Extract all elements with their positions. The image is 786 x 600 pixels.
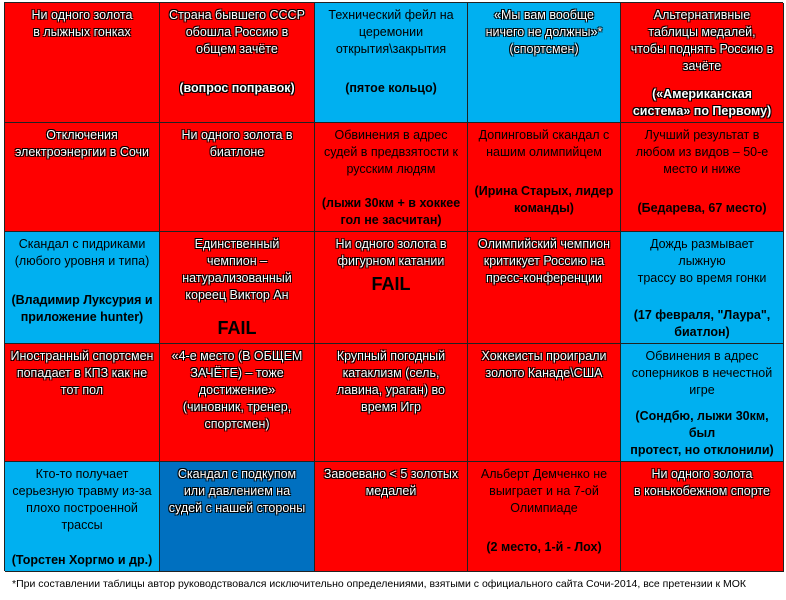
bingo-cell bbox=[160, 462, 315, 572]
bingo-cell bbox=[160, 123, 315, 232]
cell-text: Крупный погодный катаклизм (сель, лавина, ураган) во время Игр bbox=[336, 349, 446, 414]
bingo-cell bbox=[621, 462, 784, 572]
cell-text: Альтернативные таблицы медалей, чтобы поднять Россию в зачёте bbox=[630, 8, 774, 73]
cell-text: Дождь размывает лыжную трассу во время гонки bbox=[637, 237, 767, 285]
bingo-cell bbox=[621, 232, 784, 344]
bingo-cell bbox=[5, 232, 160, 344]
cell-note: (Ирина Старых, лидер команды) bbox=[474, 184, 614, 215]
bingo-cell bbox=[5, 123, 160, 232]
bingo-cell bbox=[315, 462, 468, 572]
cell-note: (Сондбю, лыжи 30км, был протест, но отклонили) bbox=[630, 409, 774, 457]
cell-text: Технический фейл на церемонии открытия\закрытия bbox=[328, 8, 454, 56]
bingo-cell bbox=[621, 3, 784, 123]
bingo-cell bbox=[315, 344, 468, 462]
bingo-cell bbox=[468, 3, 621, 123]
bingo-cell bbox=[621, 123, 784, 232]
bingo-cell bbox=[468, 462, 621, 572]
fail-label: FAIL bbox=[217, 318, 257, 338]
cell-text: Ни одного золота в фигурном катании bbox=[335, 237, 447, 268]
cell-text: Единственный чемпион – натурализованный кореец Виктор Ан bbox=[182, 237, 292, 302]
cell-text: Допинговый скандал с нашим олимпийцем bbox=[478, 128, 610, 159]
bingo-cell bbox=[315, 123, 468, 232]
cell-note: (Торстен Хоргмо и др.) bbox=[11, 553, 153, 567]
cell-note: (пятое кольцо) bbox=[345, 81, 437, 95]
bingo-cell bbox=[621, 344, 784, 462]
cell-text: Скандал с пидриками (любого уровня и типа) bbox=[14, 237, 150, 268]
cell-text: Иностранный спортсмен попадает в КПЗ как не тот пол bbox=[10, 349, 154, 397]
cell-text: Страна бывшего СССР обошла Россию в общем зачёте bbox=[169, 8, 305, 56]
cell-text: Отключения электроэнергии в Сочи bbox=[14, 128, 150, 159]
cell-text: Ни одного золота в биатлоне bbox=[181, 128, 293, 159]
cell-text: Обвинения в адрес судей в предвзятости к русским людям bbox=[323, 128, 459, 176]
cell-text: Завоевано < 5 золотых медалей bbox=[323, 467, 459, 498]
bingo-grid bbox=[4, 2, 783, 571]
cell-text: Хоккеисты проиграли золото Канаде\США bbox=[481, 349, 607, 380]
bingo-cell bbox=[160, 3, 315, 123]
cell-text: Альберт Демченко не выиграет и на 7-ой Олимпиаде bbox=[480, 467, 608, 515]
bingo-cell bbox=[5, 3, 160, 123]
bingo-cell bbox=[468, 344, 621, 462]
cell-note: (Бедарева, 67 место) bbox=[637, 201, 767, 215]
bingo-cell bbox=[315, 3, 468, 123]
cell-note: (2 место, 1-й - Лох) bbox=[486, 540, 602, 554]
footnote: *При составлении таблицы автор руководствовался исключительно определениями, взятыми с официального сайта Сочи-2014, все претензии к МОК bbox=[12, 578, 747, 590]
fail-label: FAIL bbox=[371, 274, 411, 294]
cell-text: Ни одного золота в конькобежном спорте bbox=[634, 467, 770, 498]
cell-note: (вопрос поправок) bbox=[179, 81, 295, 95]
bingo-cell bbox=[315, 232, 468, 344]
cell-note: («Американская система» по Первому) bbox=[632, 87, 772, 118]
bingo-cell bbox=[5, 462, 160, 572]
bingo-cell bbox=[5, 344, 160, 462]
cell-note: (лыжи 30км + в хоккее гол не засчитан) bbox=[321, 196, 461, 227]
cell-note: (Владимир Луксурия и приложение hunter) bbox=[11, 293, 153, 324]
cell-text: Кто-то получает серьезную травму из-за плохо построенной трассы bbox=[12, 467, 152, 532]
cell-text: «4-е место (В ОБЩЕМ ЗАЧЁТЕ) – тоже достижение» (чиновник, тренер, спортсмен) bbox=[171, 349, 303, 431]
bingo-cell bbox=[160, 232, 315, 344]
bingo-cell bbox=[160, 344, 315, 462]
cell-text: Ни одного золота в лыжных гонках bbox=[31, 8, 133, 39]
cell-text: «Мы вам вообще ничего не должны»* (спортсмен) bbox=[485, 8, 603, 56]
cell-text: Скандал с подкупом или давлением на судей с нашей стороны bbox=[168, 467, 306, 515]
cell-text: Обвинения в адрес соперников в нечестной игре bbox=[631, 349, 773, 397]
cell-note: (17 февраля, "Лаура", биатлон) bbox=[633, 308, 771, 339]
cell-text: Лучший результат в любом из видов – 50-е место и ниже bbox=[635, 128, 769, 176]
bingo-cell bbox=[468, 123, 621, 232]
cell-text: Олимпийский чемпион критикует Россию на пресс-конференции bbox=[477, 237, 610, 285]
bingo-cell bbox=[468, 232, 621, 344]
